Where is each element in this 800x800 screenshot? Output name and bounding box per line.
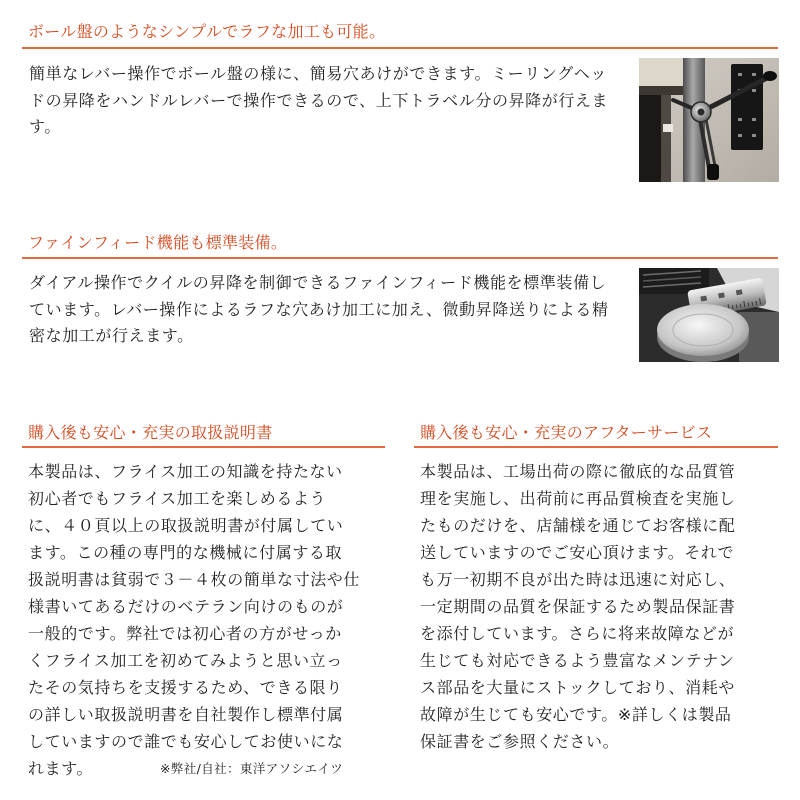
fine-feed-dial-photo xyxy=(639,268,779,362)
description-line-text: れます。 xyxy=(28,759,94,778)
section-heading: ファインフィード機能も標準装備。 xyxy=(28,233,288,252)
column-heading: 購入後も安心・充実の取扱説明書 xyxy=(28,423,273,442)
description-line: ます。この種の専門的な機械に付属する取 xyxy=(28,543,343,562)
column-heading: 購入後も安心・充実のアフターサービス xyxy=(420,423,713,442)
section-heading: ボール盤のようなシンプルでラフな加工も可能。 xyxy=(28,22,386,41)
section-description xyxy=(29,61,608,141)
description-line: を添付しています。さらに将来故障などが xyxy=(420,624,735,643)
description-line: 本製品は、フライス加工の知識を持たない xyxy=(28,462,343,481)
manual-info-column xyxy=(0,415,400,800)
description-line: 様書いてあるだけのベテラン向けのものが xyxy=(28,597,344,616)
heading-underline xyxy=(414,446,778,448)
description-line: 保証書をご参照ください。 xyxy=(420,732,620,751)
feature-section-fine-feed xyxy=(0,220,800,370)
description-line: 簡単なレバー操作でボール盤の様に、簡易穴あけができます。ミーリングヘッ xyxy=(29,64,607,83)
section-description xyxy=(29,270,609,350)
description-line: たものだけを、店舗様を通じてお客様に配 xyxy=(420,516,736,535)
description-line: たその気持ちを支援するため、できる限り xyxy=(28,678,343,697)
after-service-column xyxy=(400,415,800,800)
description-line: す。 xyxy=(29,117,61,137)
description-line: ています。レバー操作によるラフな穴あけ加工に加え、微動昇降送りによる精 xyxy=(29,299,609,319)
column-description xyxy=(28,458,360,782)
description-line: も万一初期不良が出た時は迅速に対応し、 xyxy=(420,570,736,589)
feature-section-drilling xyxy=(0,0,800,200)
description-line: 故障が生じても安心です。※詳しくは製品 xyxy=(420,705,732,724)
dial-knob xyxy=(657,304,749,362)
drill-handle-photo xyxy=(639,58,779,182)
description-line: ダイアル操作でクイルの昇降を制御できるファインフィード機能を標準装備し xyxy=(29,273,607,292)
description-line: 密な加工が行えます。 xyxy=(29,326,194,346)
description-line: ドの昇降をハンドルレバーで操作できるので、上下トラベル分の昇降が行えま xyxy=(29,90,609,110)
description-line: 送していますのでご安心頂けます。それで xyxy=(420,543,735,562)
description-line: 一定期間の品質を保証するため製品保証書 xyxy=(420,597,736,616)
heading-underline xyxy=(22,446,385,448)
description-line: 扱説明書は貧弱で３－４枚の簡単な寸法や仕 xyxy=(28,570,361,589)
description-line xyxy=(28,755,360,782)
label-plate xyxy=(663,124,673,132)
description-line: 生じても対応できるよう豊富なメンテナン xyxy=(420,651,735,670)
description-line: 本製品は、工場出荷の際に徹底的な品質管 xyxy=(420,462,736,481)
description-line: 初心者でもフライス加工を楽しめるよう xyxy=(28,489,327,508)
description-line: ス部品を大量にストックしており、消耗や xyxy=(420,678,735,697)
description-line: の詳しい取扱説明書を自社製作し標準付属 xyxy=(28,705,344,724)
description-line: 一般的です。弊社では初心者の方がせっか xyxy=(28,624,342,643)
heading-underline xyxy=(22,257,778,259)
heading-underline xyxy=(22,47,778,49)
black-bracket-plate xyxy=(731,64,763,150)
support-columns xyxy=(0,415,800,800)
description-line: くフライス加工を初めてみようと思い立っ xyxy=(28,651,343,670)
description-line: 理を実施し、出荷前に再品質検査を実施し xyxy=(420,489,736,508)
column-description xyxy=(420,458,735,755)
description-line: に、４０頁以上の取扱説明書が付属してい xyxy=(28,516,344,535)
description-line: していますので誰でも安心してお使いにな xyxy=(28,732,344,751)
company-note: ※弊社/自社：東洋アソシエイツ xyxy=(160,761,344,776)
